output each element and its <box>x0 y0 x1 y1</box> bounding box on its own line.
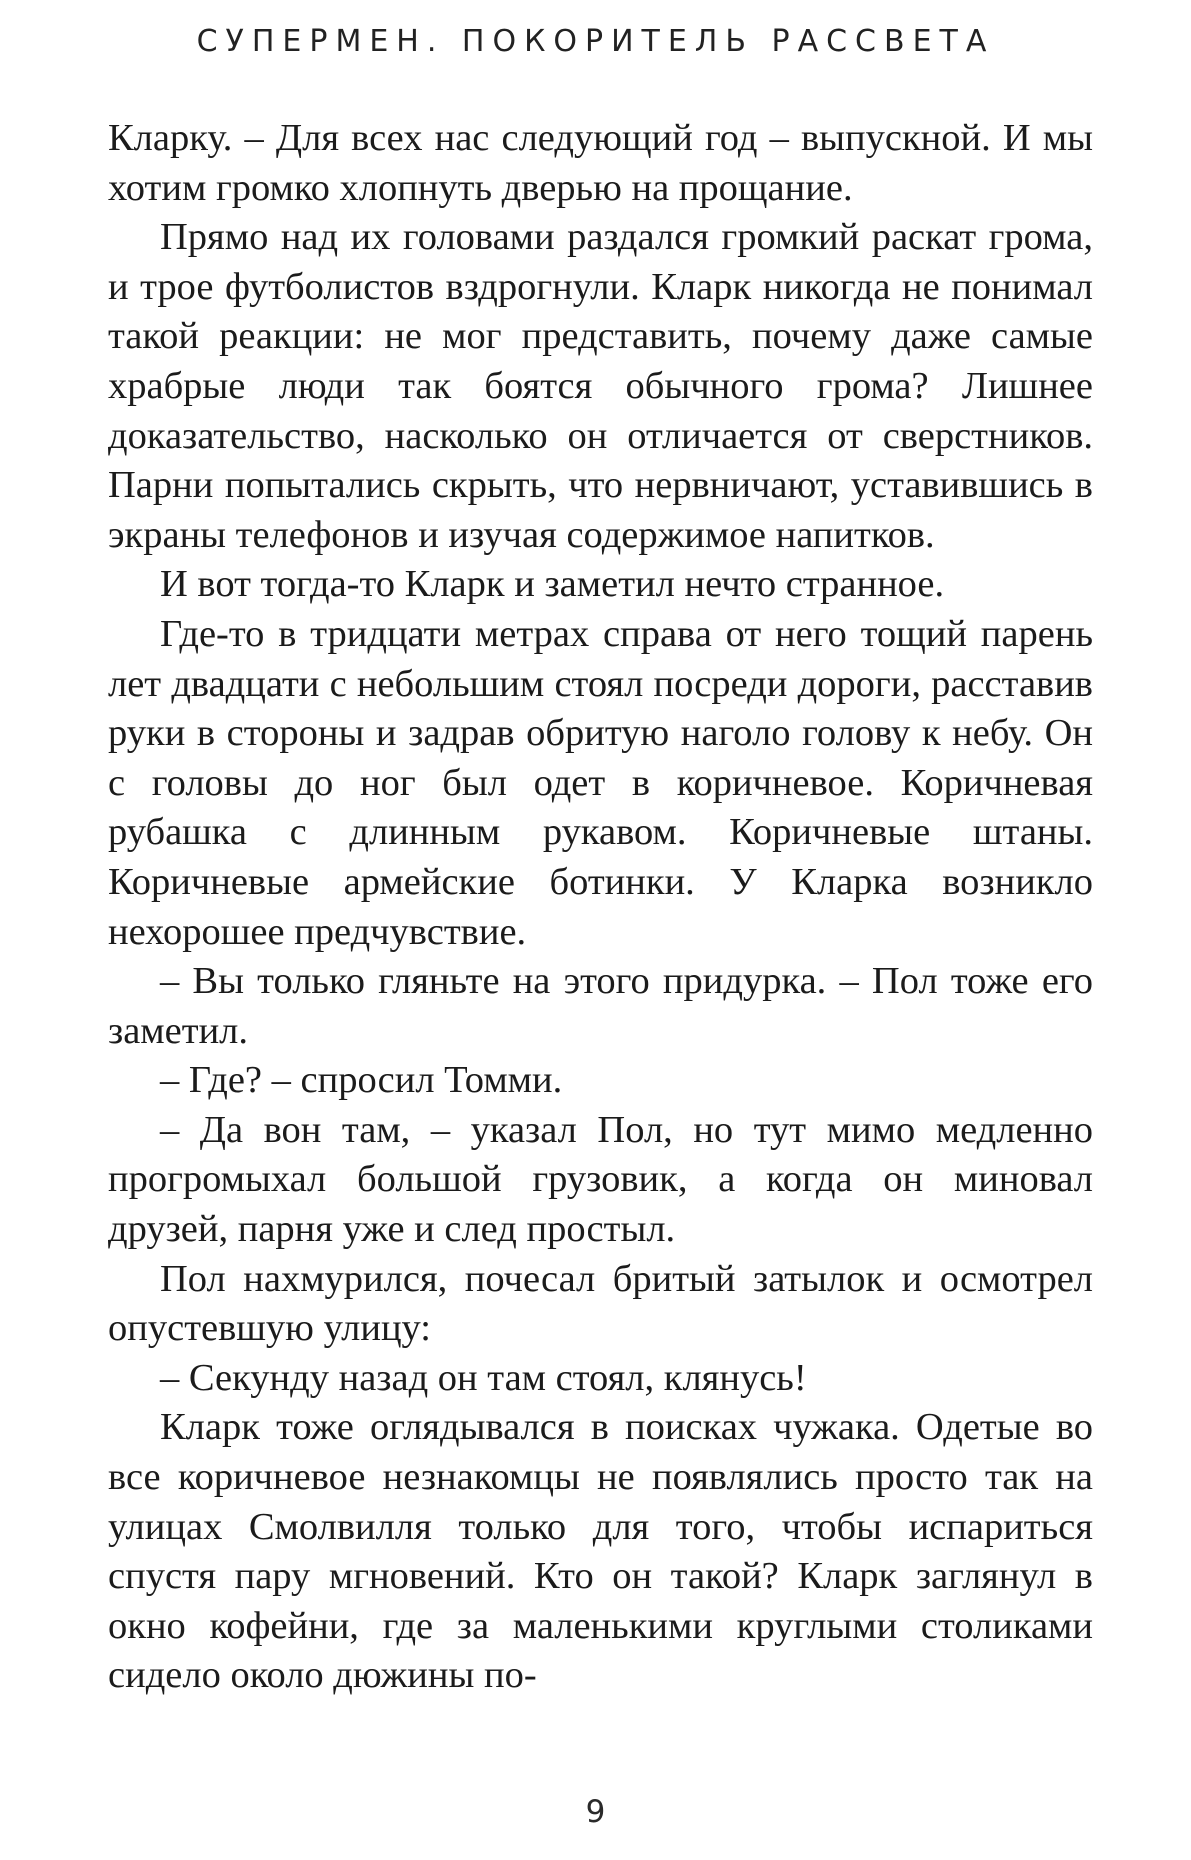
paragraph: И вот тогда-то Кларк и заметил нечто странное. <box>160 563 945 606</box>
paragraph: Где-то в тридцати метрах справа от него тощий парень лет двадцати с небольшим стоял посреди дороги, расставив руки в стороны и задрав обритую наголо голову к небу. Он с головы до ног был одет в коричневое. Коричневая рубашка с длинным рукавом. Коричневые штаны. Коричневые армейские ботинки. У Кларка возникло нехорошее предчувствие. <box>108 612 1093 953</box>
body-text <box>108 114 1093 1701</box>
running-header: СУПЕРМЕН. ПОКОРИТЕЛЬ РАССВЕТА <box>196 24 995 59</box>
dialogue-paragraph: – Вы только гляньте на этого придурка. – Пол тоже его заметил. <box>108 960 1093 1052</box>
paragraph: Кларку. – Для всех нас следующий год – выпускной. И мы хотим громко хлопнуть дверью на прощание. <box>108 117 1093 209</box>
page-number: 9 <box>585 1794 606 1830</box>
paragraph: Прямо над их головами раздался громкий раскат грома, и трое футболистов вздрогнули. Кларк никогда не понимал такой реакции: не мог представить, почему даже самые храбрые люди так боятся обычного грома? Лишнее доказательство, насколько он отличается от сверстников. Парни попытались скрыть, что нервничают, уставившись в экраны телефонов и изучая содержимое напитков. <box>108 216 1093 556</box>
dialogue-paragraph: – Где? – спросил Томми. <box>160 1059 563 1102</box>
dialogue-paragraph: – Да вон там, – указал Пол, но тут мимо медленно прогромыхал большой грузовик, а когда он миновал друзей, парня уже и след простыл. <box>108 1108 1093 1251</box>
dialogue-paragraph: – Секунду назад он там стоял, клянусь! <box>160 1356 807 1399</box>
paragraph: Кларк тоже оглядывался в поисках чужака. Одетые во все коричневое незнакомцы не появлялись просто так на улицах Смолвилля только для того, чтобы испариться спустя пару мгновений. Кто он такой? Кларк заглянул в окно кофейни, где за маленькими круглыми столиками сидело около дюжины по- <box>108 1406 1093 1697</box>
paragraph: Пол нахмурился, почесал бритый затылок и осмотрел опустевшую улицу: <box>108 1257 1093 1350</box>
